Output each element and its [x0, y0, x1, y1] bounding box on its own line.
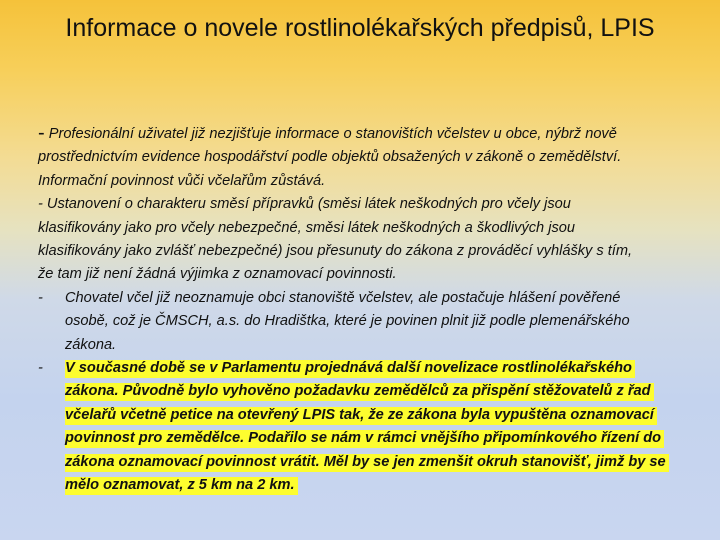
- text-line: [38, 427, 714, 450]
- text-line: zákona.: [65, 336, 117, 353]
- highlighted-text: povinnost pro zemědělce. Podařilo se nám v rámci vnějšího připomínkového řízení do: [65, 430, 664, 448]
- text-line: klasifikovány jako zvlášť nebezpečné) jsou přesunuty do zákona z prováděcí vyhlášky s tím,: [38, 243, 633, 260]
- highlighted-text: mělo oznamovat, z 5 km na 2 km.: [65, 477, 298, 495]
- text-line: - Ustanovení o charakteru směsí přípravků (směsi látek neškodných pro včely jsou: [38, 196, 571, 213]
- highlighted-text: zákona. Původně bylo vyhověno požadavku zemědělců za přispění stěžovatelů z řad: [65, 383, 654, 401]
- text-line: prostřednictvím evidence hospodářství podle objektů obsažených v zákoně o zemědělství.: [38, 149, 622, 166]
- slide-title: Informace o novele rostlinolékařských předpisů, LPIS: [65, 14, 655, 42]
- text-line: - V současné době se v Parlamentu projednává další novelizace rostlinolékařského: [38, 357, 714, 380]
- text-line: - Profesionální uživatel již nezjišťuje informace o stanovištích včelstev u obce, nýbrž nově: [38, 122, 617, 144]
- highlighted-text: včelařů včetně petice na otevřený LPIS tak, že ze zákona byla vypuštěna oznamovací: [65, 407, 657, 425]
- text-line: [38, 451, 714, 474]
- text-line: [38, 404, 714, 427]
- bullet-parliament-amendment: [38, 357, 714, 497]
- text-line: - Chovatel včel již neoznamuje obci stanoviště včelstev, ale postačuje hlášení pověřené: [38, 289, 621, 306]
- text-line: osobě, což je ČMSCH, a.s. do Hradištka, které je povinen plnit již podle plemenářského: [65, 313, 630, 330]
- text-line: klasifikovány jako pro včely nebezpečné, směsi látek neškodných a škodlivých jsou: [38, 219, 575, 236]
- text-line: [38, 474, 714, 497]
- bullet-beekeeper-reporting: [38, 287, 714, 357]
- text-line: [38, 380, 714, 403]
- slide-body: [38, 122, 714, 498]
- text-line: Informační povinnost vůči včelařům zůstává.: [38, 172, 326, 189]
- paragraph-lpis-evidence: [38, 122, 714, 193]
- highlighted-text: zákona oznamovací povinnost vrátit. Měl by se jen zmenšit okruh stanovišť, jimž by se: [65, 454, 669, 472]
- text-line: že tam již není žádná výjimka z oznamovací povinnosti.: [38, 266, 397, 283]
- highlighted-text: V současné době se v Parlamentu projednává další novelizace rostlinolékařského: [65, 360, 635, 378]
- paragraph-mixtures: [38, 193, 714, 287]
